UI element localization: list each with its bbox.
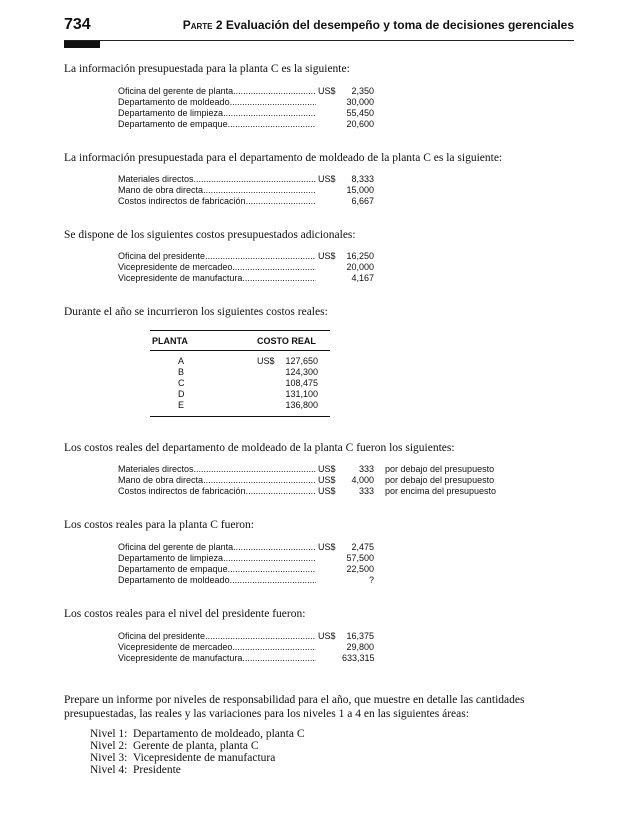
plant-cell: D [178, 389, 185, 399]
table-top-rule [150, 330, 330, 331]
row-amount: 333 [358, 486, 374, 496]
plant-cell: A [178, 356, 185, 366]
row-amount: 22,500 [346, 564, 374, 574]
amount-cell: 136,800 [285, 400, 318, 410]
header-tab-marker [64, 41, 100, 48]
level-label: Nivel 2: [90, 740, 128, 752]
plant-cell: B [178, 367, 185, 377]
currency-cell: US$ [257, 356, 275, 366]
table-header-plant: PLANTA [152, 336, 188, 346]
row-label: Vicepresidente de mercadeo ..... [118, 642, 316, 653]
running-head [183, 18, 574, 32]
part-label: Parte 2 [182, 18, 223, 32]
section-intro: La información presupuestada para la planta C es la siguiente: [64, 63, 350, 75]
table-header-cost: COSTO REAL [257, 336, 316, 346]
row-amount: 4,167 [351, 273, 374, 283]
page-header [64, 16, 574, 36]
row-label: Costos indirectos de fabricación ..... [118, 196, 316, 207]
row-amount: 2,350 [351, 86, 374, 96]
row-label: Materiales directos ..... [118, 464, 316, 475]
level-label: Nivel 3: [90, 752, 128, 764]
row-label: Oficina del gerente de planta ..... [118, 86, 316, 97]
table-row [150, 367, 330, 378]
chapter-title: Evaluación del desempeño y toma de decisiones gerenciales [225, 18, 574, 32]
row-amount: 15,000 [346, 185, 374, 195]
row-label: Oficina del gerente de planta ..... [118, 542, 316, 553]
row-label: Oficina del presidente ..... [118, 251, 316, 262]
row-note: por encima del presupuesto [385, 486, 497, 496]
plant-cell: E [178, 400, 185, 410]
row-currency: US$ [318, 631, 336, 641]
row-currency: US$ [318, 542, 336, 552]
row-amount: 55,450 [346, 108, 374, 118]
level-text: Departamento de moldeado, planta C [133, 728, 305, 740]
row-currency: US$ [318, 475, 336, 485]
row-label: Mano de obra directa ..... [118, 475, 316, 486]
section-intro: Los costos reales para la planta C fueron: [64, 519, 255, 531]
row-label: Materiales directos ..... [118, 174, 316, 185]
table-row [150, 378, 330, 389]
row-label: Oficina del presidente ..... [118, 631, 316, 642]
header-rule [64, 40, 574, 41]
level-item [90, 728, 304, 740]
row-label: Vicepresidente de manufactura ..... [118, 273, 316, 284]
row-label: Departamento de moldeado ..... [118, 575, 316, 586]
levels-list [90, 728, 304, 776]
row-label: Departamento de empaque ..... [118, 119, 316, 130]
level-item [90, 764, 304, 776]
amount-cell: 127,650 [285, 356, 318, 366]
row-currency: US$ [318, 486, 336, 496]
table-bottom-rule [150, 416, 330, 417]
table-header-rule [150, 350, 330, 351]
row-amount: 16,250 [346, 251, 374, 261]
section-intro: Los costos reales del departamento de moldeado de la planta C fueron los siguientes: [64, 442, 455, 454]
row-amount: 633,315 [342, 653, 375, 663]
table-row [150, 389, 330, 400]
row-amount: 20,000 [346, 262, 374, 272]
row-amount: 8,333 [351, 174, 374, 184]
instruction-paragraph: Prepare un informe por niveles de responsabilidad para el año, que muestre en detalle las cantidades presupuestadas, las reales y las variaciones para los niveles 1 a 4 en las siguientes áreas: [64, 694, 525, 720]
level-item [90, 752, 304, 764]
row-label: Departamento de empaque ..... [118, 564, 316, 575]
row-amount: 4,000 [351, 475, 374, 485]
row-amount: 333 [358, 464, 374, 474]
row-amount: 29,800 [346, 642, 374, 652]
row-label: Vicepresidente de manufactura ..... [118, 653, 316, 664]
row-currency: US$ [318, 251, 336, 261]
section-intro: Se dispone de los siguientes costos presupuestados adicionales: [64, 229, 356, 241]
row-label: Departamento de moldeado ..... [118, 97, 316, 108]
row-currency: US$ [318, 464, 336, 474]
row-amount: 57,500 [346, 553, 374, 563]
row-amount: 16,375 [346, 631, 374, 641]
section-intro: Los costos reales para el nivel del presidente fueron: [64, 608, 306, 620]
level-item [90, 740, 304, 752]
row-label: Mano de obra directa ..... [118, 185, 316, 196]
row-amount: 20,600 [346, 119, 374, 129]
table-row [150, 356, 330, 367]
row-label: Vicepresidente de mercadeo ..... [118, 262, 316, 273]
row-label: Costos indirectos de fabricación ..... [118, 486, 316, 497]
section-intro: Durante el año se incurrieron los siguientes costos reales: [64, 306, 328, 318]
page-number: 734 [64, 16, 91, 33]
amount-cell: 124,300 [285, 367, 318, 377]
row-amount: ? [368, 575, 374, 585]
row-currency: US$ [318, 86, 336, 96]
table-row [150, 400, 330, 411]
row-note: por debajo del presupuesto [385, 475, 495, 485]
row-amount: 2,475 [351, 542, 374, 552]
level-text: Presidente [133, 764, 181, 776]
row-note: por debajo del presupuesto [385, 464, 495, 474]
amount-cell: 131,100 [285, 389, 318, 399]
level-label: Nivel 1: [90, 728, 128, 740]
level-text: Vicepresidente de manufactura [133, 752, 276, 764]
section-intro: La información presupuestada para el departamento de moldeado de la planta C es la siguiente: [64, 152, 503, 164]
plant-cell: C [178, 378, 185, 388]
level-label: Nivel 4: [90, 764, 128, 776]
row-label: Departamento de limpieza ..... [118, 108, 316, 119]
row-label: Departamento de limpieza ..... [118, 553, 316, 564]
row-amount: 30,000 [346, 97, 374, 107]
row-amount: 6,667 [351, 196, 374, 206]
level-text: Gerente de planta, planta C [133, 740, 259, 752]
amount-cell: 108,475 [285, 378, 318, 388]
row-currency: US$ [318, 174, 336, 184]
